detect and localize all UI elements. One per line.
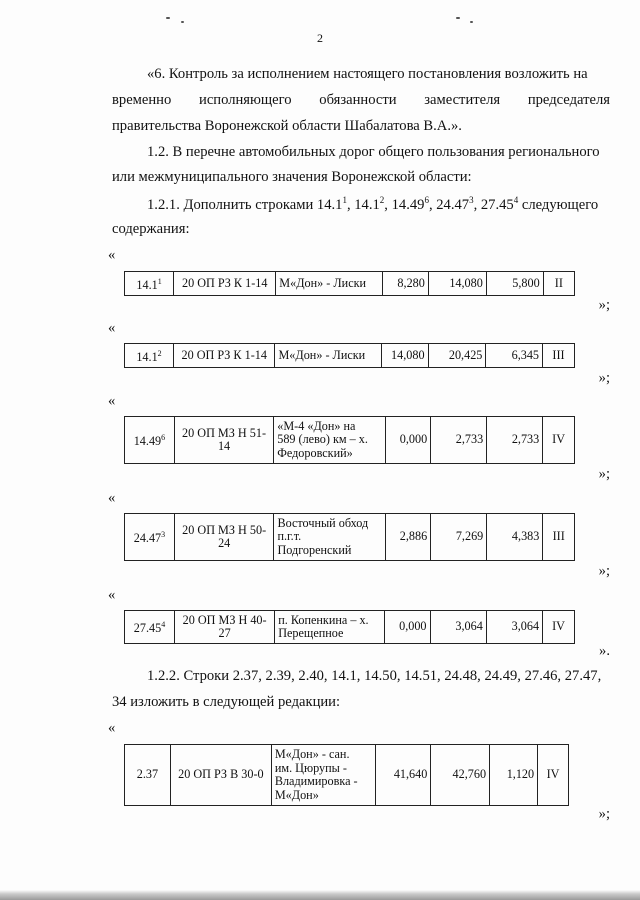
row-number-superscript: 2 — [157, 348, 162, 358]
row-number-superscript: 3 — [469, 195, 474, 205]
cell-row-number: 14.1$^1$ — [125, 272, 174, 296]
paragraph-1-2-line-2: или межмуниципального значения Воронежской области: — [112, 169, 472, 185]
cell-road-code: 20 ОП РЗ К 1-14 — [174, 272, 276, 296]
cell-road-code: 20 ОП МЗ Н 50-24 — [174, 514, 274, 561]
row-number: 14.1 — [354, 196, 380, 213]
paragraph-prefix: 1.2.1. Дополнить строками — [147, 196, 317, 213]
cell-row-number: 27.45$^4$ — [125, 611, 175, 644]
quote-close: »; — [598, 370, 610, 386]
paragraph-6-line-2 — [112, 92, 610, 109]
cell-length-km: 1,120 — [490, 745, 538, 806]
road-table — [124, 416, 575, 464]
row-number: 27.45 — [480, 196, 514, 213]
cell-road-name: Восточный обход п.г.т. Подгоренский — [274, 514, 386, 561]
quote-open: « — [108, 247, 116, 263]
cell-length-km: 2,733 — [487, 417, 543, 464]
cell-category: IV — [543, 417, 575, 464]
road-table — [124, 271, 575, 296]
row-number-superscript: 6 — [424, 195, 429, 205]
paragraph-1-2-1-line-2: содержания: — [112, 221, 190, 237]
quote-close: »; — [598, 466, 610, 482]
paragraph-1-2-1-line-1 — [147, 195, 598, 214]
row-number-superscript: 1 — [157, 276, 162, 286]
word: обязанности — [319, 92, 397, 108]
cell-length-km: 6,345 — [486, 344, 543, 368]
cell-road-name: М«Дон» - Лиски — [275, 344, 382, 368]
cell-category: III — [543, 514, 575, 561]
separator: , — [346, 196, 355, 213]
cell-end-km: 14,080 — [428, 272, 486, 296]
table-row — [125, 611, 575, 644]
cell-start-km: 2,886 — [386, 514, 431, 561]
cell-road-code: 20 ОП МЗ Н 40-27 — [174, 611, 274, 644]
page-number: 2 — [317, 31, 323, 45]
table-row — [125, 514, 575, 561]
row-number: 14.1 — [316, 196, 343, 213]
cell-road-name: М«Дон» - сан. им. Цюрупы - Владимировка - М«Дон» — [271, 745, 376, 806]
cell-start-km: 41,640 — [376, 745, 431, 806]
row-number: 24.47 — [436, 196, 470, 213]
cell-road-code: 20 ОП РЗ К 1-14 — [173, 344, 274, 368]
paragraph-1-2-2-line-2: 34 изложить в следующей редакции: — [112, 694, 341, 710]
cell-end-km: 7,269 — [431, 514, 487, 561]
quote-open: « — [108, 587, 116, 603]
quote-open: « — [108, 393, 116, 409]
cell-length-km: 4,383 — [487, 514, 543, 561]
row-number-superscript: 6 — [161, 433, 166, 443]
scan-speck — [166, 17, 170, 19]
cell-category: IV — [538, 745, 569, 806]
word: исполняющего — [199, 92, 292, 108]
separator: , — [384, 196, 392, 213]
word: председателя — [527, 92, 610, 108]
separator: , — [428, 196, 437, 213]
table-row — [125, 344, 575, 368]
paragraph-6-line-1: «6. Контроль за исполнением настоящего постановления возложить на — [147, 66, 588, 82]
row-number-list — [317, 197, 522, 213]
quote-open: « — [108, 720, 116, 736]
cell-end-km: 2,733 — [431, 417, 487, 464]
cell-row-number: 2.37 — [125, 745, 171, 806]
row-number-superscript: 2 — [379, 195, 385, 205]
cell-start-km: 0,000 — [385, 611, 430, 644]
paragraph-6-line-3: правительства Воронежской области Шабалатова В.А.». — [112, 118, 462, 134]
cell-category: IV — [543, 611, 575, 644]
cell-road-code: 20 ОП МЗ Н 51-14 — [174, 417, 273, 464]
cell-end-km: 20,425 — [428, 344, 486, 368]
cell-start-km: 14,080 — [382, 344, 429, 368]
road-table — [124, 610, 575, 644]
paragraph-1-2-2-line-1: 1.2.2. Строки 2.37, 2.39, 2.40, 14.1, 14.50, 14.51, 24.48, 24.49, 27.46, 27.47, — [147, 668, 602, 684]
cell-start-km: 0,000 — [386, 417, 431, 464]
scan-speck — [456, 17, 460, 19]
road-table — [124, 343, 575, 368]
cell-road-name: п. Копенкина – х. Перещепное — [275, 611, 385, 644]
paragraph-suffix: следующего — [521, 196, 599, 213]
cell-road-name: «М-4 «Дон» на 589 (лево) км – х. Федоровский» — [274, 417, 386, 464]
row-number-superscript: 4 — [513, 195, 519, 205]
cell-road-code: 20 ОП РЗ В 30-0 — [170, 745, 271, 806]
word: заместителя — [424, 92, 501, 108]
quote-open: « — [108, 490, 116, 506]
cell-road-name: М«Дон» - Лиски — [276, 272, 383, 296]
road-table — [124, 744, 569, 806]
row-number-superscript: 4 — [161, 620, 166, 630]
cell-end-km: 42,760 — [431, 745, 490, 806]
cell-row-number: 24.47$^3$ — [125, 514, 175, 561]
quote-close: »; — [598, 297, 610, 313]
table-row — [125, 417, 575, 464]
row-number-superscript: 1 — [342, 195, 347, 205]
cell-category: III — [543, 344, 575, 368]
cell-start-km: 8,280 — [383, 272, 428, 296]
separator: , — [473, 196, 481, 213]
word: временно — [112, 92, 172, 108]
table-row — [125, 745, 569, 806]
scan-bottom-edge — [0, 890, 640, 900]
scan-speck — [470, 21, 473, 23]
paragraph-1-2-line-1: 1.2. В перечне автомобильных дорог общего пользования регионального — [147, 144, 600, 160]
quote-open: « — [108, 320, 116, 336]
cell-row-number: 14.49$^6$ — [125, 417, 175, 464]
quote-close: »; — [598, 806, 610, 822]
cell-end-km: 3,064 — [430, 611, 486, 644]
scan-speck — [181, 21, 184, 23]
cell-category: II — [543, 272, 574, 296]
row-number-superscript: 3 — [161, 530, 166, 540]
cell-length-km: 5,800 — [486, 272, 543, 296]
quote-close: »; — [598, 563, 610, 579]
quote-close: ». — [599, 643, 610, 659]
row-number: 14.49 — [391, 196, 425, 213]
cell-row-number: 14.1$^2$ — [125, 344, 174, 368]
cell-length-km: 3,064 — [486, 611, 542, 644]
road-table — [124, 513, 575, 561]
table-row — [125, 272, 575, 296]
